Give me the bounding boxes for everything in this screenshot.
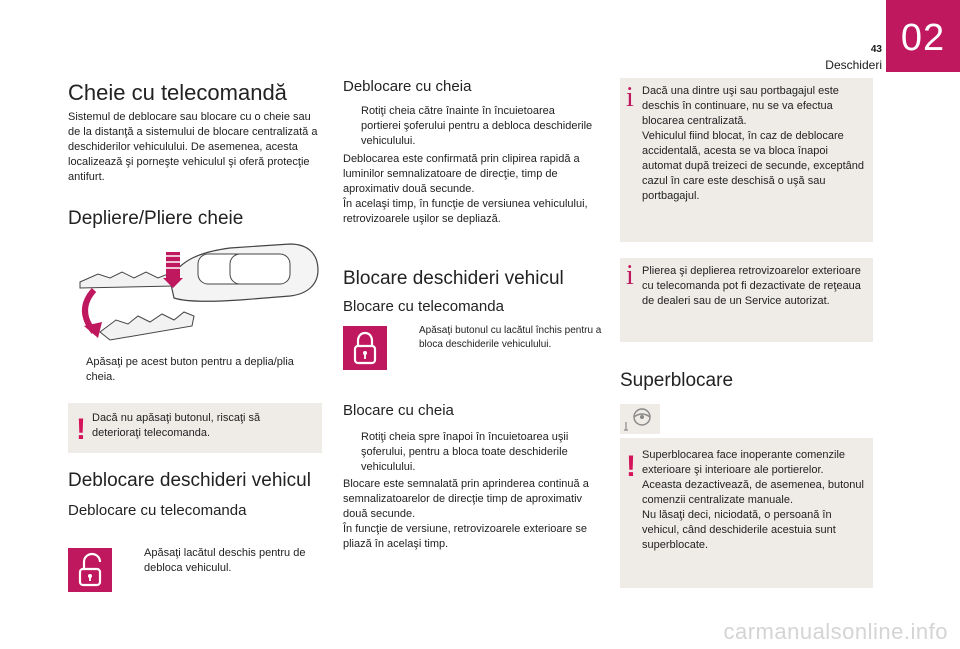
page-title: Cheie cu telecomandă	[68, 80, 287, 105]
lock-remote-bullet	[401, 324, 619, 352]
watermark: carmanualsonline.info	[723, 619, 948, 644]
lock-key-bullet	[343, 430, 605, 475]
fold-title: Depliere/Pliere cheie	[68, 208, 244, 229]
intro-text: Sistemul de deblocare sau blocare cu o cheie sau de la distanţă a sistemului de blocare centralizată a deschiderilor vehiculului. De asemenea, acesta localizează şi porneşte vehiculul şi oferă protecţie antifurt.	[68, 111, 318, 183]
key-fold-illustration	[70, 240, 320, 345]
page-number: 43	[870, 44, 882, 55]
unlock-remote-subtitle: Deblocare cu telecomanda	[68, 502, 247, 519]
unlock-padlock-icon	[68, 548, 112, 592]
key-unlock-text: Deblocarea este confirmată prin clipirea rapidă a luminilor semnalizatoare de direcţie, timp de aproximativ două secunde. În acelaşi timp, în funcţie de versiunea vehiculului, retrovizoarele uşilor se depliază.	[343, 153, 588, 225]
key-unlock-bullet-text: Rotiţi cheia către înainte în încuietoarea portierei şoferului pentru a debloca deschiderile vehiculului.	[361, 105, 593, 147]
key-unlock-bullet	[343, 104, 595, 149]
fold-bullet	[68, 355, 326, 385]
lock-remote-text: Apăsaţi butonul cu lacătul închis pentru a bloca deschiderile vehiculului.	[419, 325, 602, 350]
lock-title: Blocare deschideri vehicul	[343, 268, 564, 289]
lock-padlock-icon	[343, 326, 387, 370]
info-icon: i	[626, 82, 634, 113]
lock-key-subtitle: Blocare cu cheia	[343, 402, 454, 419]
fold-warning-text: Dacă nu apăsaţi butonul, riscaţi să deterioraţi telecomanda.	[92, 412, 261, 439]
unlock-title: Deblocare deschideri vehicul	[68, 470, 311, 491]
info-icon: i	[626, 260, 634, 291]
unlock-remote-text: Apăsaţi lacătul deschis pentru de debloca vehiculul.	[144, 547, 306, 574]
superblocare-title: Superblocare	[620, 370, 734, 391]
fold-bullet-text: Apăsaţi pe acest buton pentru a deplia/plia cheia.	[86, 356, 294, 383]
section-name: Deschideri	[825, 58, 882, 72]
lock-remote-subtitle: Blocare cu telecomanda	[343, 298, 504, 315]
warning-icon: !	[76, 413, 86, 446]
info-box-1	[620, 78, 873, 242]
warning-icon: !	[626, 450, 636, 483]
info-box-2	[620, 258, 873, 342]
key-unlock-title: Deblocare cu cheia	[343, 78, 472, 95]
chapter-tab: 02	[886, 0, 960, 72]
info-text-1: Dacă una dintre uşi sau portbagajul este deschis în continuare, nu se va efectua blocarea centralizată. Vehiculul fiind blocat, în caz de deblocare accidentală, acesta se va bloca înapoi automat după treizeci de secunde, exceptând cazul în care este deschisă o uşă sau portbagajul.	[642, 85, 864, 202]
lock-key-text: Blocare este semnalată prin aprinderea continuă a semnalizatoarelor de direcţie timp de aproximativ două secunde. În funcţie de versiune, retrovizoarele exterioare se pliază în acelaşi timp.	[343, 478, 589, 550]
lock-key-bullet-text: Rotiţi cheia spre înapoi în încuietoarea uşii şoferului, pentru a bloca toate deschiderile vehiculului.	[361, 431, 569, 473]
info-text-2: Plierea şi deplierea retrovizoarelor exterioare cu telecomanda pot fi dezactivate de reţeaua de dealeri sau de un Service autorizat.	[642, 265, 861, 307]
superlock-icon	[620, 404, 660, 434]
unlock-remote-bullet	[126, 546, 344, 576]
superblocare-warning-text: Superblocarea face inoperante comenzile exterioare şi interioare ale portierelor. Aceasta dezactivează, de asemenea, butonul comenzii centralizate manuale. Nu lăsaţi deci, niciodată, o persoană în vehicul, când deschiderile acestuia sunt superblocate.	[642, 449, 864, 551]
fold-warning-box	[68, 403, 322, 453]
superblocare-warning-box	[620, 438, 873, 588]
